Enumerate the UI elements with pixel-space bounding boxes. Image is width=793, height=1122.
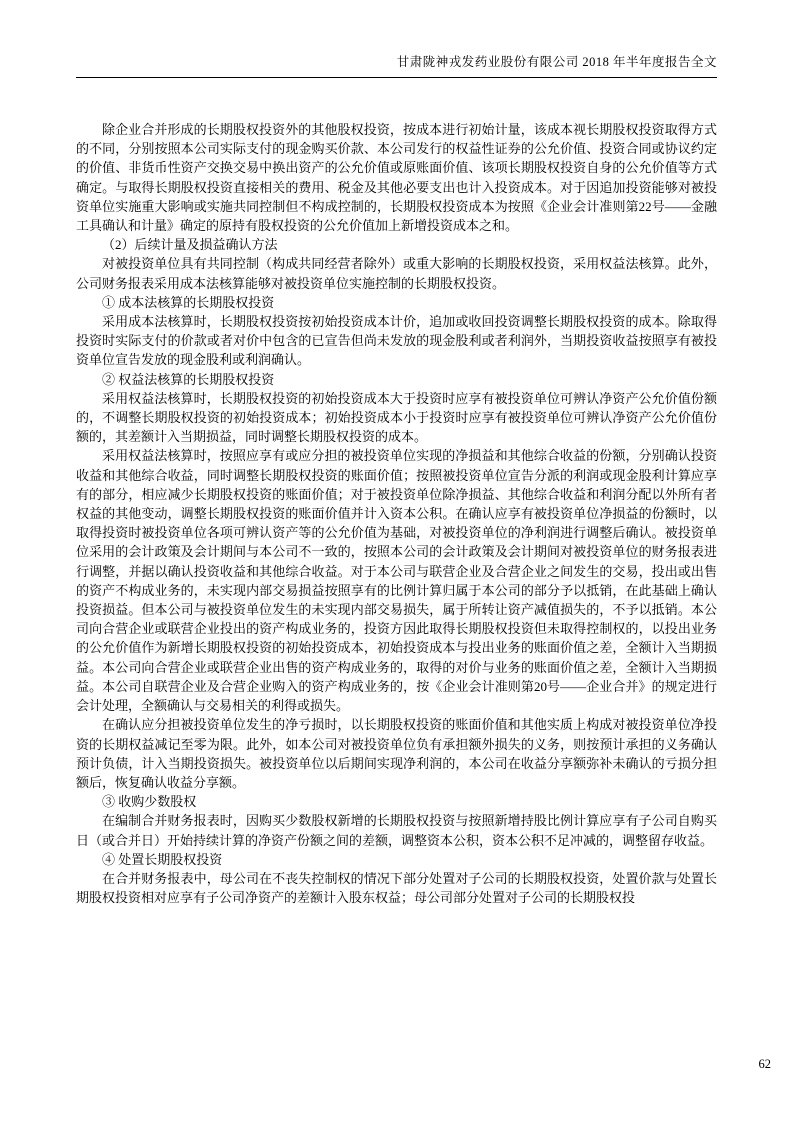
paragraph-cost-method: 采用成本法核算时，长期股权投资按初始投资成本计价，追加或收回投资调整长期股权投资的成本。除取得投资时实际支付的价款或者对价中包含的已宣告但尚未发放的现金股利或者利润外，当期投资收益按照享有被投资单位宣告发放的现金股利或利润确认。 (76, 314, 717, 368)
document-body (76, 120, 717, 907)
report-header-title: 甘肃陇神戎发药业股份有限公司 2018 年半年度报告全文 (76, 52, 717, 78)
heading-subsequent-measurement: （2）后续计量及损益确认方法 (102, 237, 278, 253)
paragraph-minority-interest-purchase: 在编制合并财务报表时，因购买少数股权新增的长期股权投资与按照新增持股比例计算应享有子公司自购买日（或合并日）开始持续计算的净资产份额之间的差额，调整资本公积，资本公积不足冲减的，调整留存收益。 (76, 813, 717, 848)
paragraph-disposal: 在合并财务报表中，母公司在不丧失控制权的情况下部分处置对子公司的长期股权投资，处置价款与处置长期股权投资相对应享有子公司净资产的差额计入股东权益；母公司部分处置对子公司的长期股权投 (76, 870, 717, 906)
heading-cost-method: ① 成本法核算的长期股权投资 (102, 294, 275, 310)
paragraph-equity-method-detail: 采用权益法核算时，按照应享有或应分担的被投资单位实现的净损益和其他综合收益的份额，分别确认投资收益和其他综合收益，同时调整长期股权投资的账面价值；按照被投资单位宣告分派的利润或现金股利计算应享有的部分，相应减少长期股权投资的账面价值；对于被投资单位除净损益、其他综合收益和利润分配以外所有者权益的其他变动，调整长期股权投资的账面价值并计入资本公积。在确认应享有被投资单位净损益的份额时，以取得投资时被投资单位各项可辨认资产等的公允价值为基础，对被投资单位的净利润进行调整后确认。被投资单位采用的会计政策及会计期间与本公司不一致的，按照本公司的会计政策及会计期间对被投资单位的财务报表进行调整，并据以确认投资收益和其他综合收益。对于本公司与联营企业及合营企业之间发生的交易，投出或出售的资产不构成业务的，未实现内部交易损益按照享有的比例计算归属于本公司的部分予以抵销，在此基础上确认投资损益。但本公司与被投资单位发生的未实现内部交易损失，属于所转让资产减值损失的，不予以抵销。本公司向合营企业或联营企业投出的资产构成业务的，投资方因此取得长期股权投资但未取得控制权的，以投出业务的公允价值作为新增长期股权投资的初始投资成本，初始投资成本与投出业务的账面价值之差，全额计入当期损益。本公司向合营企业或联营企业出售的资产构成业务的，取得的对价与业务的账面价值之差，全额计入当期损益。本公司自联营企业及合营企业购入的资产构成业务的，按《企业会计准则第20号——企业合并》的规定进行会计处理，全额确认与交易相关的利得或损失。 (76, 448, 717, 714)
paragraph-net-loss-recognition: 在确认应分担被投资单位发生的净亏损时，以长期股权投资的账面价值和其他实质上构成对被投资单位净投资的长期权益减记至零为限。此外，如本公司对被投资单位负有承担额外损失的义务，则按预计承担的义务确认预计负债，计入当期投资损失。被投资单位以后期间实现净利润的，本公司在收益分享额弥补未确认的亏损分担额后，恢复确认收益分享额。 (76, 717, 717, 790)
page-header (76, 0, 717, 78)
paragraph-equity-method-scope: 对被投资单位具有共同控制（构成共同经营者除外）或重大影响的长期股权投资，采用权益法核算。此外，公司财务报表采用成本法核算能够对被投资单位实施控制的长期股权投资。 (76, 256, 717, 291)
heading-disposal: ④ 处置长期股权投资 (102, 851, 223, 867)
heading-minority-interest-purchase: ③ 收购少数股权 (102, 794, 197, 810)
page-number: 62 (758, 1057, 771, 1071)
paragraph-initial-measurement: 除企业合并形成的长期股权投资外的其他股权投资，按成本进行初始计量，该成本视长期股权投资取得方式的不同，分别按照本公司实际支付的现金购买价款、本公司发行的权益性证券的公允价值、投资合同或协议约定的价值、非货币性资产交换交易中换出资产的公允价值或原账面价值、该项长期股权投资自身的公允价值等方式确定。与取得长期股权投资直接相关的费用、税金及其他必要支出也计入投资成本。对于因追加投资能够对被投资单位实施重大影响或实施共同控制但不构成控制的，长期股权投资成本为按照《企业会计准则第22号——金融工具确认和计量》确定的原持有股权投资的公允价值加上新增投资成本之和。 (76, 122, 717, 234)
paragraph-equity-method-initial: 采用权益法核算时，长期股权投资的初始投资成本大于投资时应享有被投资单位可辨认净资产公允价值份额的，不调整长期股权投资的初始投资成本；初始投资成本小于投资时应享有被投资单位可辨认净资产公允价值份额的，其差额计入当期损益，同时调整长期股权投资的成本。 (76, 390, 717, 445)
heading-equity-method: ② 权益法核算的长期股权投资 (102, 371, 275, 387)
page-content (76, 0, 717, 907)
